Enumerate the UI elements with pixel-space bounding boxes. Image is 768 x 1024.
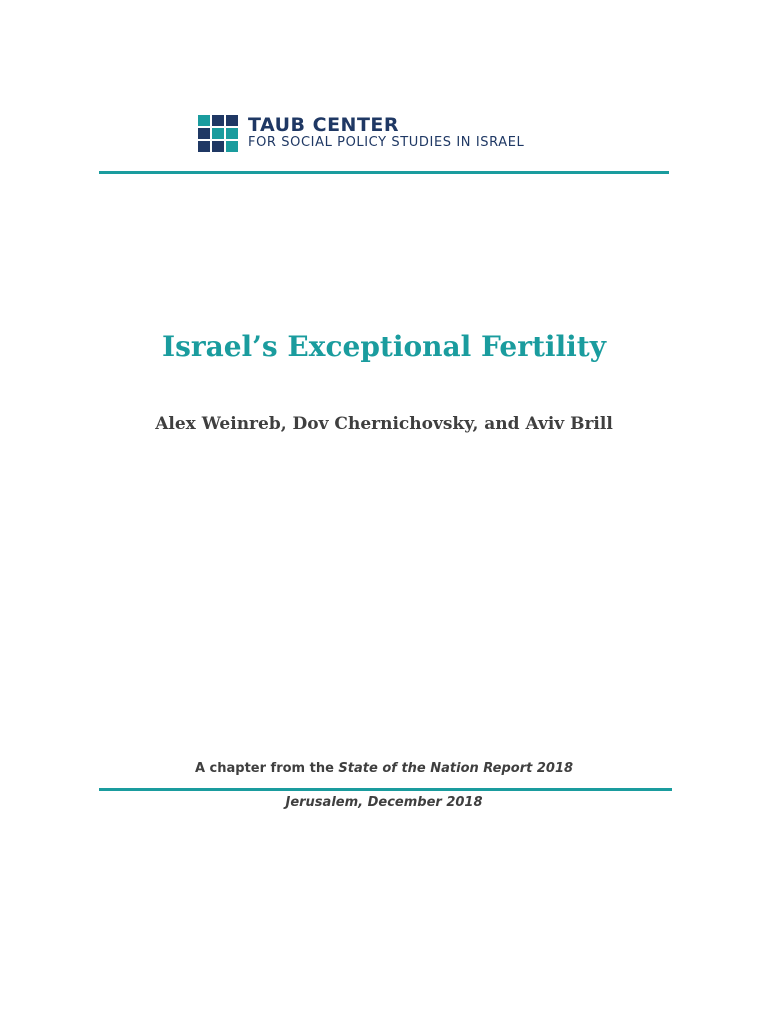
taub-center-logo [198,114,524,152]
authors: Alex Weinreb, Dov Chernichovsky, and Aviv Brill [155,414,613,434]
logo-text [248,115,524,151]
bottom-divider [99,788,672,791]
top-divider [99,171,669,174]
logo-subtitle: FOR SOCIAL POLICY STUDIES IN ISRAEL [248,135,525,150]
chapter-note [0,761,768,776]
logo-name: TAUB CENTER [248,114,400,136]
place-date: Jerusalem, December 2018 [285,795,483,810]
chapter-prefix: A chapter from the [194,761,339,776]
document-title: Israel’s Exceptional Fertility [161,330,607,363]
logo-mark-icon [198,115,238,151]
report-name: State of the Nation Report 2018 [338,761,574,776]
